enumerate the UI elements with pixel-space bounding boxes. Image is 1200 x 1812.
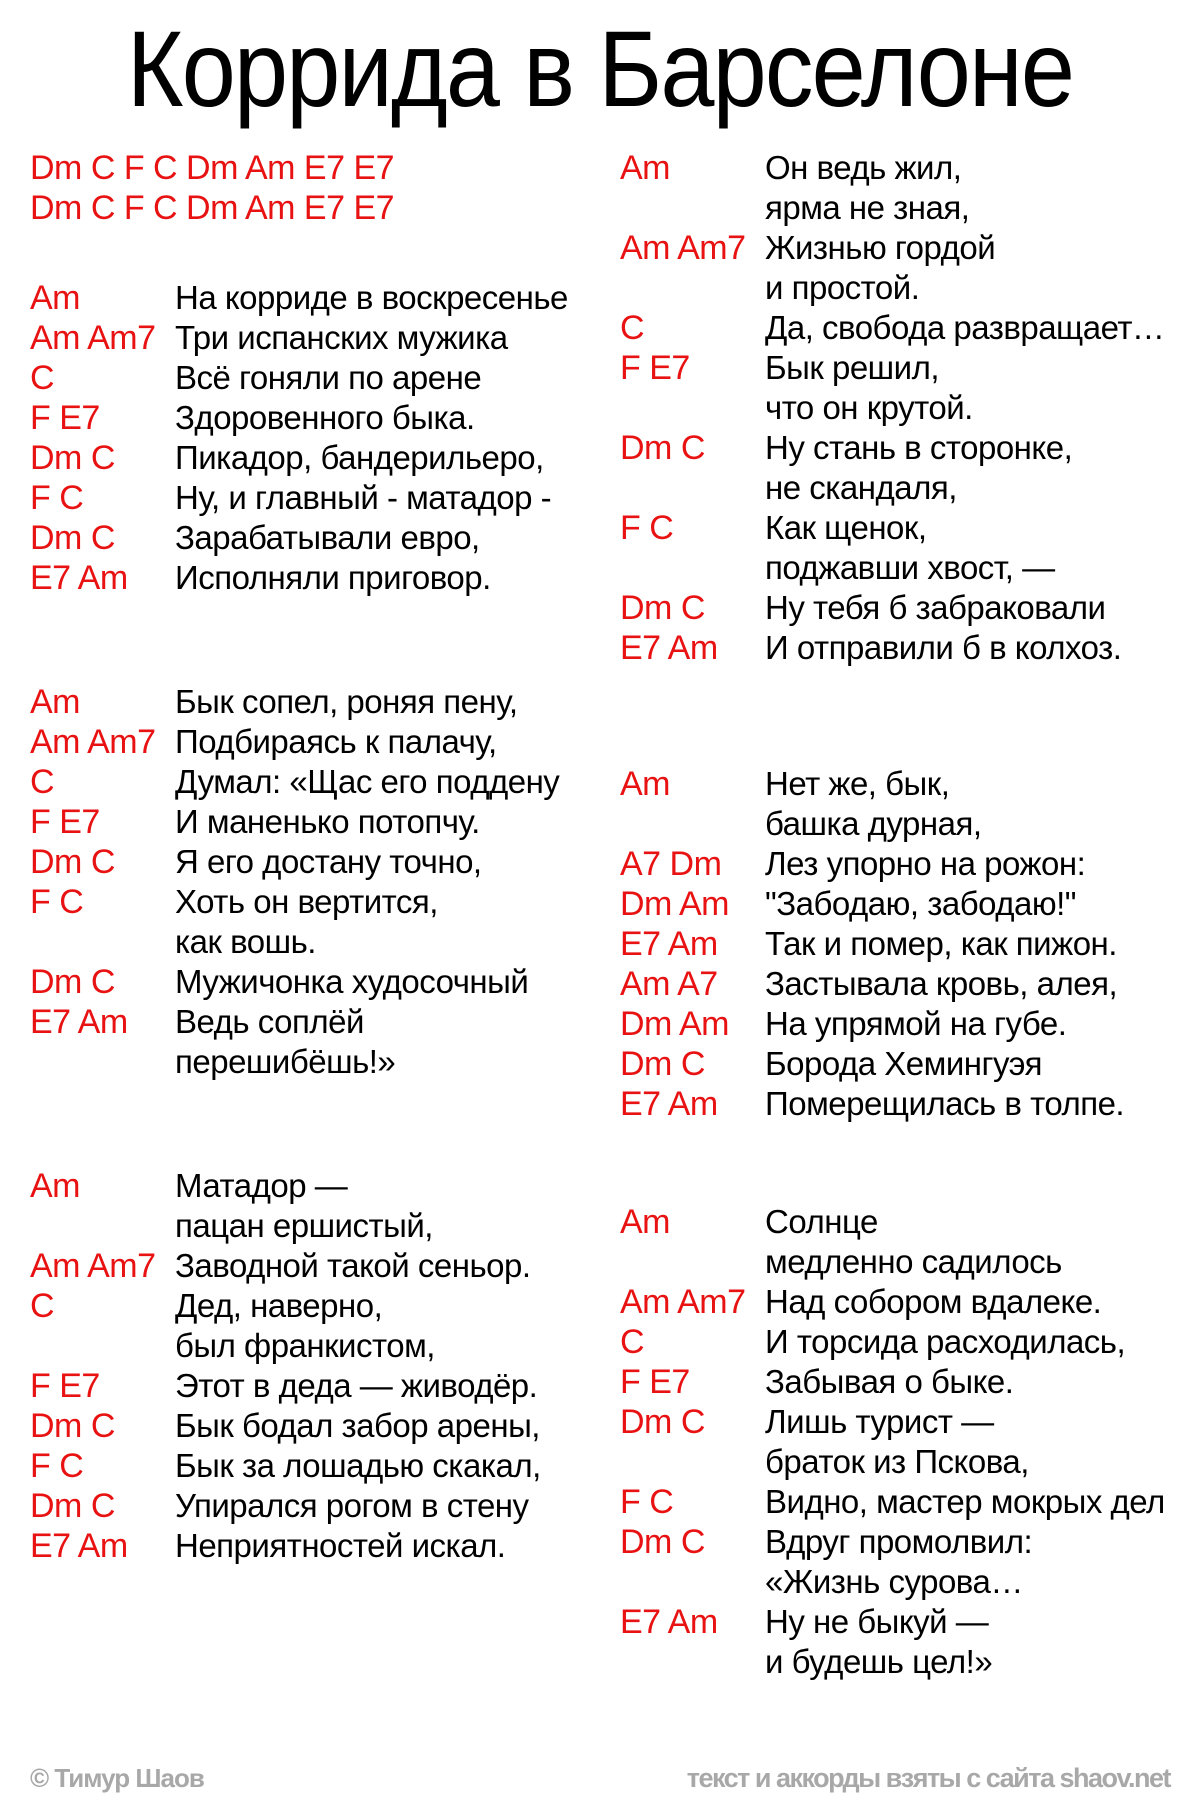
- lyric-lines: [765, 588, 1105, 628]
- lyric-line: не скандаля,: [765, 469, 957, 507]
- chord-label: F C: [620, 1483, 674, 1522]
- chord-lyric-row: [620, 1084, 1200, 1124]
- chord-lyric-row: [620, 228, 1200, 308]
- chord-label: Am: [30, 683, 80, 722]
- chord-lyric-row: [620, 1282, 1200, 1322]
- chord-label: Dm C: [620, 1403, 705, 1442]
- lyric-lines: [765, 964, 1117, 1004]
- lyric-lines: [765, 1044, 1042, 1084]
- chord-label: Am: [30, 1167, 80, 1206]
- lyric-lines: [765, 508, 1055, 588]
- chord-lyric-row: [30, 762, 620, 802]
- lyric-lines: [175, 318, 508, 358]
- chord-lyric-row: [620, 924, 1200, 964]
- chord-lyric-row: [620, 764, 1200, 844]
- lyric-lines: [765, 1202, 1062, 1282]
- lyric-line: Пикадор, бандерильеро,: [175, 439, 544, 477]
- chord-label: Dm C: [30, 1487, 115, 1526]
- chord-label: E7 Am: [30, 559, 128, 598]
- chord-lyric-row: [30, 278, 620, 318]
- chord-lyric-row: [30, 1526, 620, 1566]
- chord-lyric-row: [620, 1482, 1200, 1522]
- lyric-line: Нет же, бык,: [765, 765, 950, 803]
- lyric-line: Солнце: [765, 1203, 878, 1241]
- verse: [620, 1202, 1200, 1682]
- chord-label: Dm C: [30, 963, 115, 1002]
- lyric-lines: [175, 278, 568, 318]
- lyric-line: как вошь.: [175, 923, 316, 961]
- lyric-lines: [765, 1084, 1124, 1124]
- lyric-lines: [175, 1406, 540, 1446]
- lyric-line: ярма не зная,: [765, 189, 970, 227]
- lyric-line: Хоть он вертится,: [175, 883, 438, 921]
- chord-label: Am: [620, 1203, 670, 1242]
- chord-label: Dm C: [620, 1045, 705, 1084]
- lyrics-columns: [0, 148, 1200, 1682]
- chord-lyric-row: [620, 844, 1200, 884]
- lyric-line: Лез упорно на рожон:: [765, 845, 1086, 883]
- chord-label: Am Am7: [30, 723, 156, 762]
- lyric-lines: [175, 1166, 433, 1246]
- chord-label: F C: [30, 1447, 84, 1486]
- lyric-lines: [765, 228, 995, 308]
- lyric-lines: [765, 844, 1085, 884]
- chord-label: Dm Am: [620, 1005, 729, 1044]
- verse: [620, 764, 1200, 1124]
- lyric-line: Зарабатывали евро,: [175, 519, 480, 557]
- chord-lyric-row: [30, 1406, 620, 1446]
- chord-label: Dm Am: [620, 885, 729, 924]
- copyright-label: © Тимур Шаов: [30, 1763, 204, 1793]
- lyric-line: Дед, наверно,: [175, 1287, 383, 1325]
- chord-lyric-row: [30, 518, 620, 558]
- chord-label: F E7: [30, 803, 100, 842]
- lyric-line: Видно, мастер мокрых дел: [765, 1483, 1165, 1521]
- chord-label: Dm C: [30, 843, 115, 882]
- chord-label: Am: [620, 149, 670, 188]
- lyric-lines: [765, 764, 982, 844]
- chord-lyric-row: [30, 1166, 620, 1246]
- chord-label: E7 Am: [620, 1085, 718, 1124]
- lyric-lines: [175, 358, 481, 398]
- chord-label: Dm C: [620, 429, 705, 468]
- lyric-line: "Забодаю, забодаю!": [765, 885, 1076, 923]
- chord-label: E7 Am: [620, 925, 718, 964]
- lyric-line: Померещилась в толпе.: [765, 1085, 1125, 1123]
- chord-lyric-row: [620, 884, 1200, 924]
- chord-label: C: [620, 1323, 645, 1362]
- lyric-line: Этот в деда — живодёр.: [175, 1367, 538, 1405]
- chord-label: C: [30, 359, 55, 398]
- chord-lyric-row: [30, 722, 620, 762]
- chord-label: Dm C: [30, 519, 115, 558]
- chord-lyric-row: [620, 308, 1200, 348]
- lyric-lines: [765, 428, 1072, 508]
- chord-label: E7 Am: [620, 1603, 718, 1642]
- lyric-line: перешибёшь!»: [175, 1043, 396, 1081]
- chord-lyric-row: [620, 1522, 1200, 1602]
- lyric-lines: [765, 1522, 1032, 1602]
- chord-label: Dm C: [30, 439, 115, 478]
- lyric-lines: [175, 762, 559, 802]
- chord-label: Am Am7: [620, 229, 746, 268]
- lyric-lines: [765, 148, 969, 228]
- chord-lyric-row: [620, 1602, 1200, 1682]
- chord-label: Am Am7: [30, 319, 156, 358]
- lyric-lines: [765, 1322, 1125, 1362]
- lyric-line: поджавши хвост, —: [765, 549, 1055, 587]
- chord-lyric-row: [30, 478, 620, 518]
- lyric-line: Я его достану точно,: [175, 843, 482, 881]
- lyric-lines: [175, 1486, 529, 1526]
- chord-label: Dm C: [30, 1407, 115, 1446]
- chord-label: Am Am7: [620, 1283, 746, 1322]
- chord-lyric-row: [620, 964, 1200, 1004]
- lyric-line: И торсида расходилась,: [765, 1323, 1126, 1361]
- chord-lyric-row: [620, 1202, 1200, 1282]
- lyric-line: И маненько потопчу.: [175, 803, 480, 841]
- lyric-line: и простой.: [765, 269, 920, 307]
- chord-lyric-row: [30, 148, 620, 188]
- lyric-lines: [765, 628, 1121, 668]
- lyric-line: «Жизнь сурова…: [765, 1563, 1023, 1601]
- lyric-line: Исполняли приговор.: [175, 559, 491, 597]
- lyric-line: Застывала кровь, алея,: [765, 965, 1118, 1003]
- chord-label: Am A7: [620, 965, 718, 1004]
- lyric-lines: [765, 924, 1117, 964]
- lyric-line: Над собором вдалеке.: [765, 1283, 1102, 1321]
- lyric-line: Ну, и главный - матадор -: [175, 479, 552, 517]
- lyric-line: Он ведь жил,: [765, 149, 962, 187]
- lyric-lines: [765, 884, 1076, 924]
- lyric-line: медленно садилось: [765, 1243, 1062, 1281]
- lyric-lines: [175, 518, 480, 558]
- lyric-line: Матадор —: [175, 1167, 348, 1205]
- lyric-line: Здоровенного быка.: [175, 399, 475, 437]
- lyric-lines: [175, 682, 518, 722]
- page-title: Коррида в Барселоне: [126, 8, 1074, 129]
- chord-lyric-row: [30, 318, 620, 358]
- chord-label: F E7: [30, 399, 100, 438]
- chord-label: C: [30, 1287, 55, 1326]
- chord-label: A7 Dm: [620, 845, 722, 884]
- chord-lyric-row: [620, 628, 1200, 668]
- chord-label: Am: [30, 279, 80, 318]
- chord-lyric-row: [30, 1486, 620, 1526]
- lyric-lines: [175, 722, 497, 762]
- chord-label: F E7: [620, 349, 690, 388]
- lyric-lines: [765, 1482, 1165, 1522]
- chord-sheet-page: [0, 8, 1200, 1812]
- verse: [30, 682, 620, 1082]
- lyric-lines: [765, 308, 1164, 348]
- chord-lyric-row: [620, 428, 1200, 508]
- lyric-line: Забывая о быке.: [765, 1363, 1014, 1401]
- lyric-line: Лишь турист —: [765, 1403, 994, 1441]
- lyric-lines: [175, 1286, 435, 1366]
- lyric-line: Так и помер, как пижон.: [765, 925, 1117, 963]
- lyric-line: Всё гоняли по арене: [175, 359, 482, 397]
- chord-lyric-row: [620, 1402, 1200, 1482]
- lyric-lines: [175, 1002, 395, 1082]
- lyric-line: браток из Пскова,: [765, 1443, 1029, 1481]
- lyric-line: был франкистом,: [175, 1327, 435, 1365]
- chord-label: F C: [30, 883, 84, 922]
- chord-label: Dm C F C Dm Am E7 E7: [30, 189, 395, 228]
- lyric-line: Мужичонка худосочный: [175, 963, 529, 1001]
- lyric-lines: [175, 962, 528, 1002]
- lyric-lines: [175, 1366, 537, 1406]
- verse: [620, 148, 1200, 668]
- lyric-lines: [765, 1004, 1066, 1044]
- lyric-lines: [765, 1602, 992, 1682]
- lyric-line: пацан ершистый,: [175, 1207, 433, 1245]
- chord-lyric-row: [30, 842, 620, 882]
- chord-label: C: [620, 309, 645, 348]
- lyric-lines: [175, 478, 551, 518]
- column-left: [30, 148, 620, 1566]
- lyric-line: башка дурная,: [765, 805, 982, 843]
- lyric-line: и будешь цел!»: [765, 1643, 993, 1681]
- lyric-lines: [765, 1282, 1101, 1322]
- chord-lyric-row: [30, 882, 620, 962]
- lyric-line: И отправили б в колхоз.: [765, 629, 1122, 667]
- chord-lyric-row: [30, 1002, 620, 1082]
- lyric-lines: [175, 558, 491, 598]
- lyric-lines: [175, 802, 480, 842]
- chord-lyric-row: [30, 1366, 620, 1406]
- chord-lyric-row: [30, 1246, 620, 1286]
- chord-lyric-row: [30, 398, 620, 438]
- chord-label: E7 Am: [620, 629, 718, 668]
- lyric-lines: [175, 1446, 541, 1486]
- lyric-line: Подбираясь к палачу,: [175, 723, 497, 761]
- lyric-line: Бык бодал забор арены,: [175, 1407, 540, 1445]
- lyric-line: Ну не быкуй —: [765, 1603, 989, 1641]
- intro-chords: [30, 148, 620, 228]
- footer: [30, 1763, 1170, 1794]
- lyric-line: Бык за лошадью скакал,: [175, 1447, 541, 1485]
- lyric-lines: [175, 1526, 505, 1566]
- lyric-lines: [175, 438, 544, 478]
- lyric-line: Жизнью гордой: [765, 229, 996, 267]
- lyric-line: Упирался рогом в стену: [175, 1487, 529, 1525]
- lyric-line: Борода Хемингуэя: [765, 1045, 1042, 1083]
- lyric-lines: [175, 1246, 531, 1286]
- chord-lyric-row: [620, 148, 1200, 228]
- chord-label: F E7: [620, 1363, 690, 1402]
- lyric-lines: [765, 348, 973, 428]
- chord-lyric-row: [620, 1362, 1200, 1402]
- lyric-line: Бык решил,: [765, 349, 940, 387]
- lyric-lines: [765, 1402, 1029, 1482]
- lyric-line: На корриде в воскресенье: [175, 279, 568, 317]
- lyric-lines: [175, 842, 482, 882]
- chord-lyric-row: [30, 358, 620, 398]
- column-right: [620, 148, 1200, 1682]
- lyric-line: Ну стань в сторонке,: [765, 429, 1073, 467]
- chord-lyric-row: [620, 588, 1200, 628]
- lyric-lines: [765, 1362, 1013, 1402]
- chord-label: Dm C: [620, 1523, 705, 1562]
- verse: [30, 1166, 620, 1566]
- lyric-line: Как щенок,: [765, 509, 927, 547]
- lyric-lines: [175, 398, 475, 438]
- chord-label: Am: [620, 765, 670, 804]
- lyric-line: Ведь соплёй: [175, 1003, 364, 1041]
- lyric-lines: [175, 882, 438, 962]
- verse: [30, 278, 620, 598]
- chord-lyric-row: [30, 1286, 620, 1366]
- lyric-line: Думал: «Щас его поддену: [175, 763, 560, 801]
- chord-label: F E7: [30, 1367, 100, 1406]
- lyric-line: Да, свобода развращает…: [765, 309, 1165, 347]
- chord-lyric-row: [620, 1004, 1200, 1044]
- lyric-line: Бык сопел, роняя пену,: [175, 683, 518, 721]
- chord-label: F C: [30, 479, 84, 518]
- lyric-line: Ну тебя б забраковали: [765, 589, 1106, 627]
- chord-label: Dm C F C Dm Am E7 E7: [30, 149, 395, 188]
- lyric-line: Заводной такой сеньор.: [175, 1247, 531, 1285]
- chord-lyric-row: [620, 508, 1200, 588]
- lyric-line: Три испанских мужика: [175, 319, 508, 357]
- chord-lyric-row: [30, 802, 620, 842]
- chord-lyric-row: [620, 348, 1200, 428]
- lyric-line: На упрямой на губе.: [765, 1005, 1067, 1043]
- chord-label: Dm C: [620, 589, 705, 628]
- chord-label: E7 Am: [30, 1527, 128, 1566]
- lyric-line: что он крутой.: [765, 389, 973, 427]
- chord-lyric-row: [30, 962, 620, 1002]
- chord-lyric-row: [30, 558, 620, 598]
- chord-label: C: [30, 763, 55, 802]
- lyric-line: Неприятностей искал.: [175, 1527, 506, 1565]
- chord-lyric-row: [30, 682, 620, 722]
- chord-label: Am Am7: [30, 1247, 156, 1286]
- chord-label: F C: [620, 509, 674, 548]
- chord-lyric-row: [620, 1322, 1200, 1362]
- lyric-line: Вдруг промолвил:: [765, 1523, 1033, 1561]
- chord-lyric-row: [30, 1446, 620, 1486]
- chord-label: E7 Am: [30, 1003, 128, 1042]
- chord-lyric-row: [30, 438, 620, 478]
- chord-lyric-row: [620, 1044, 1200, 1084]
- chord-lyric-row: [30, 188, 620, 228]
- source-label: текст и аккорды взяты с сайта shaov.net: [686, 1763, 1170, 1793]
